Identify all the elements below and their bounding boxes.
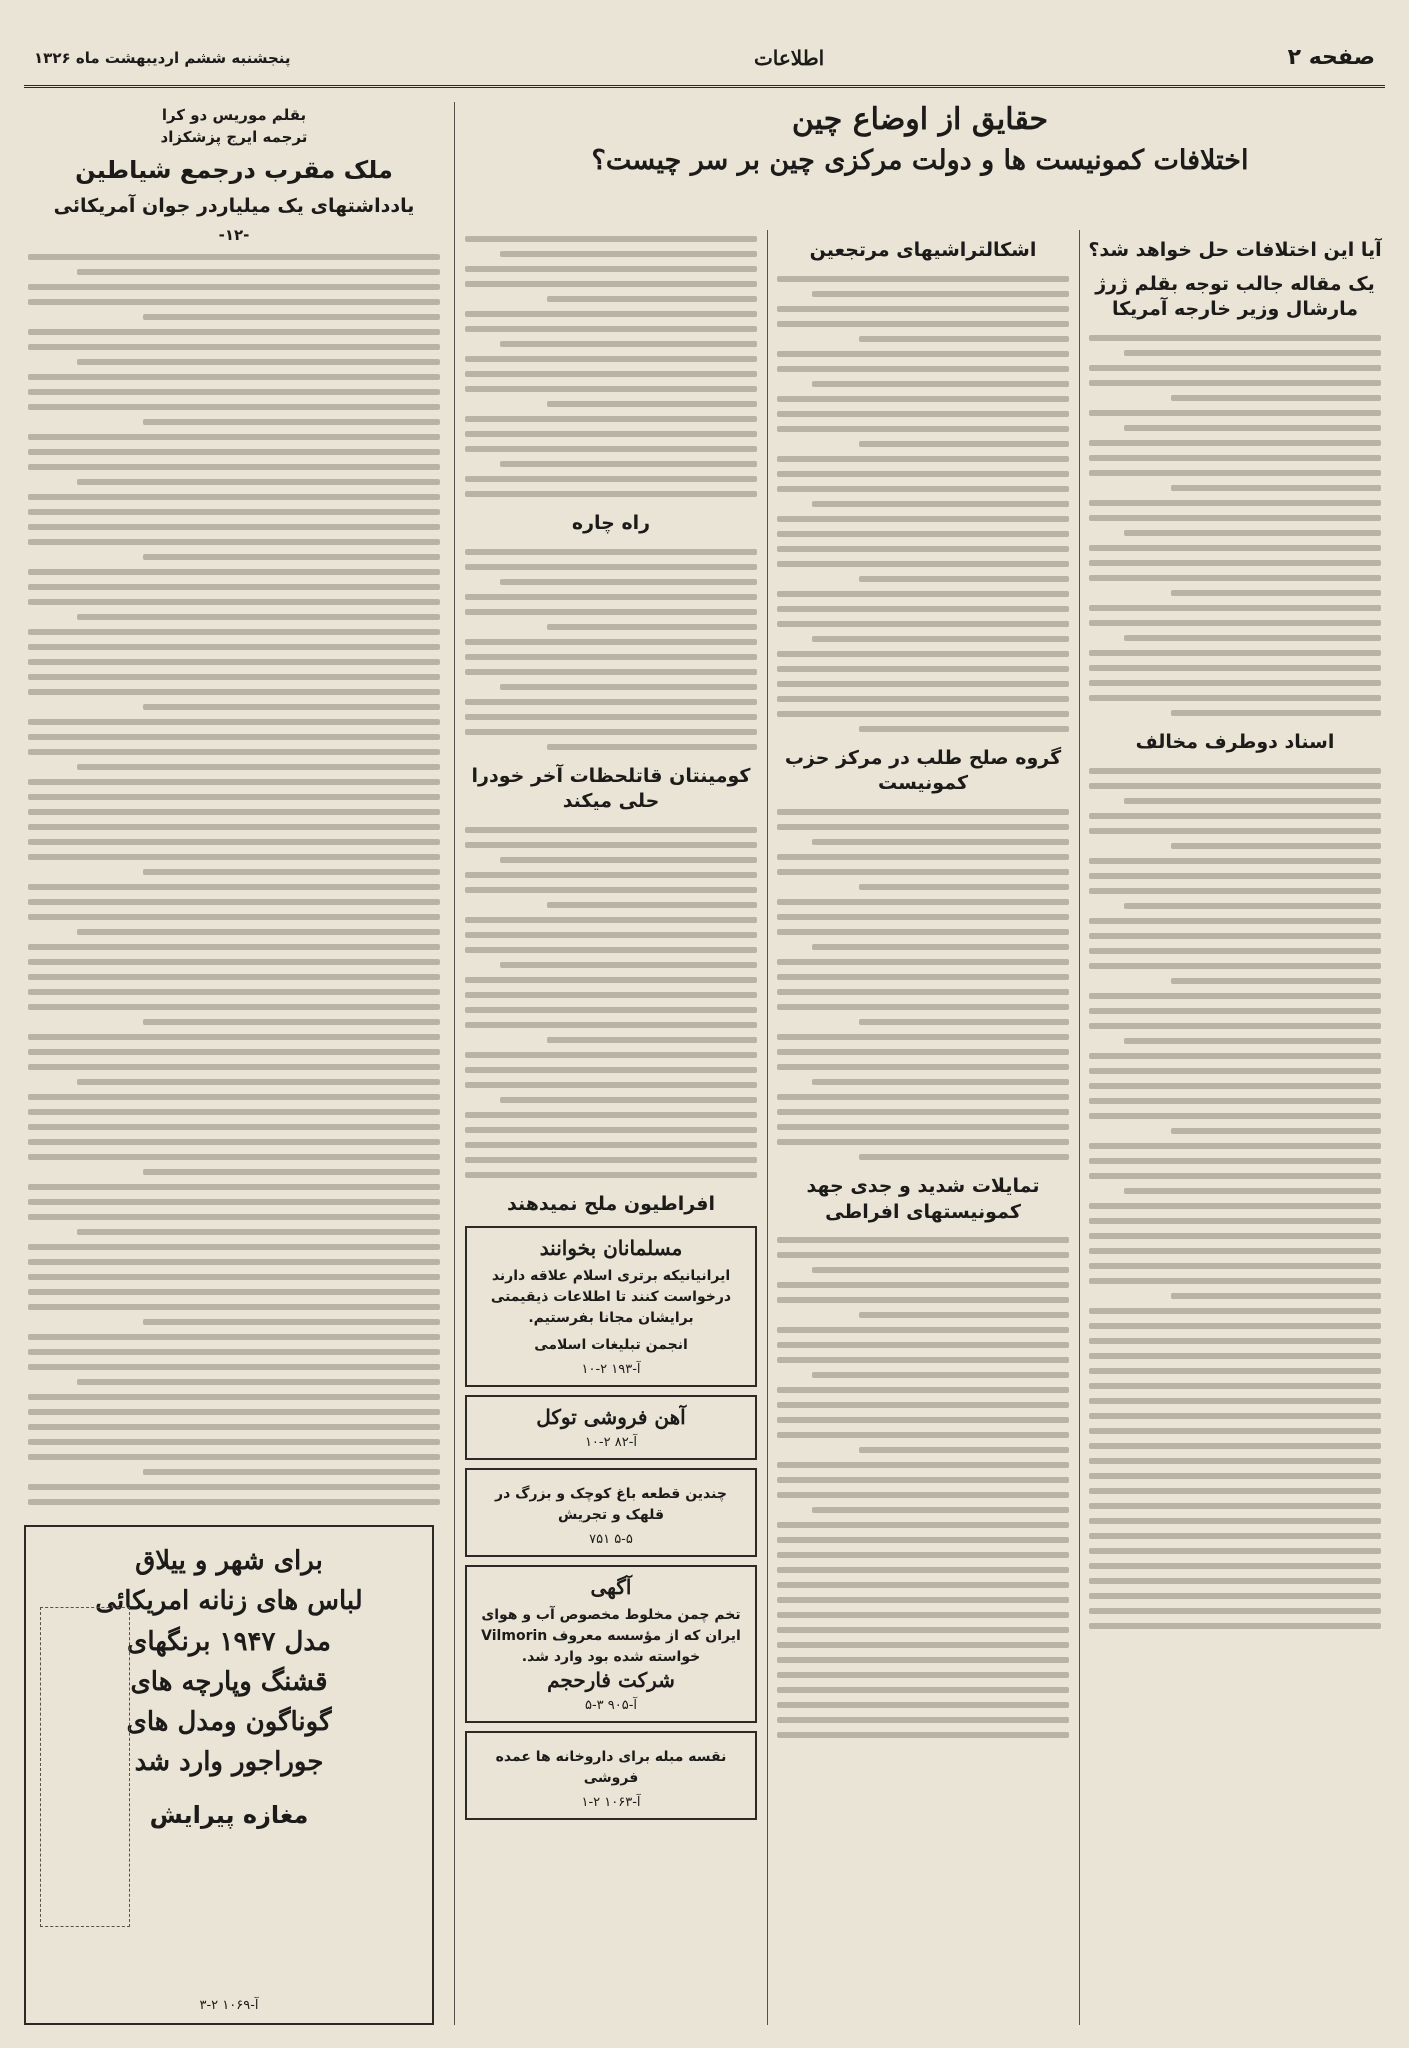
- body-text: [773, 270, 1073, 738]
- section-6-head: افراطیون ملح نمیدهند: [506, 1192, 716, 1215]
- notice-iron-code: آ-۸۲ ۲-۱۰: [584, 1434, 638, 1450]
- ad-line-2: لباس های زنانه امریکائی: [95, 1586, 363, 1617]
- notice-muslims: [465, 1226, 757, 1387]
- page-label: صفحه ۲: [1287, 45, 1375, 70]
- body-text: [1085, 762, 1385, 1635]
- section-4-head: تمایلات شدید و جدی جهد کمونیستهای افراطی: [806, 1174, 1040, 1223]
- newspaper-page: [24, 30, 1385, 2025]
- notice-iron: [465, 1395, 757, 1460]
- ad-line-6: جوراجور وارد شد: [134, 1747, 324, 1778]
- ad-line-5: گوناگون ومدل های: [126, 1707, 332, 1738]
- section-5-head: راه چاره: [571, 512, 651, 534]
- column-1: [1085, 230, 1385, 2025]
- notice-seed: [465, 1565, 757, 1723]
- column-3: [461, 230, 761, 2025]
- body-text: [461, 543, 761, 756]
- ad-line-4: قشنگ وپارچه های: [130, 1666, 328, 1697]
- body-text: [24, 248, 444, 1511]
- intro-head: یک مقاله جالب توجه بقلم ژرژ مارشال وزیر خارجه آمریکا: [1095, 272, 1375, 321]
- body-text: [773, 803, 1073, 1166]
- notice-garden: [465, 1468, 757, 1557]
- masthead: [24, 30, 1385, 88]
- main-title: اختلافات کمونیست ها و دولت مرکزی چین بر سر چیست؟: [591, 145, 1249, 176]
- notice-muslims-code: آ-۱۹۳ ۲-۱۰: [581, 1361, 641, 1377]
- section-7-head: کومینتان قاتلحظات آخر خودرا حلی میکند: [471, 764, 751, 813]
- section-3-head: گروه صلح طلب در مرکز حزب کمونیست: [784, 746, 1062, 795]
- notice-muslims-text: ایرانیانیکه برتری اسلام علاقه دارند درخواست کنند تا اطلاعات ذیقیمتی برایشان مجانا بفرستیم.: [490, 1267, 732, 1326]
- left-title: ملک مقرب درجمع شیاطین: [75, 156, 393, 184]
- body-text: [1085, 329, 1385, 722]
- main-kicker: حقایق از اوضاع چین: [791, 102, 1049, 137]
- notice-pharmacy-code: آ-۱۰۶۳ ۲-۱: [581, 1794, 641, 1810]
- body-text: [773, 1231, 1073, 1744]
- question-head: آیا این اختلافات حل خواهد شد؟: [1088, 239, 1382, 261]
- ad-clothing: [24, 1525, 434, 2025]
- notice-garden-head: چندین قطعه باغ کوچک و بزرگ در قلهک و تجریش: [495, 1485, 727, 1523]
- ad-line-1: برای شهر و ییلاق: [135, 1546, 323, 1576]
- body-text: [461, 821, 761, 1184]
- left-subtitle: یادداشتهای یک میلیاردر جوان آمریکائی: [53, 195, 415, 218]
- section-2-head: اسناد دوطرف مخالف: [1135, 730, 1335, 753]
- notice-muslims-sign: انجمن تبلیغات اسلامی: [534, 1336, 688, 1353]
- ad-line-3: مدل ۱۹۴۷ برنگهای: [127, 1626, 331, 1657]
- ad-code: آ-۱۰۶۹ ۲-۳: [199, 1998, 259, 2013]
- section-1-head: اشکالتراشیهای مرتجعین: [809, 239, 1037, 261]
- notice-garden-code: ۷۵۱ ۵-۵: [589, 1531, 633, 1547]
- fashion-figure-icon: [40, 1607, 130, 1927]
- body-text: [461, 230, 761, 503]
- notice-seed-text: تخم چمن مخلوط مخصوص آب و هوای ایران که از مؤسسه معروف Vilmorin خواسته شده بود وارد شد.: [481, 1606, 741, 1665]
- byline-translator: ترجمه ایرج پزشکزاد: [160, 128, 308, 146]
- notice-seed-sign: شرکت فارحجم: [547, 1667, 675, 1692]
- byline-author: بقلم موریس دو کرا: [161, 106, 307, 124]
- notice-pharmacy-head: نقسه مبله برای داروخانه ها عمده فروشی: [495, 1748, 727, 1786]
- notice-seed-code: آ-۹۰۵ ۳-۵: [584, 1697, 638, 1713]
- column-2: [773, 230, 1073, 2025]
- paper-name: اطلاعات: [753, 45, 825, 70]
- notice-seed-head: آگهی: [590, 1574, 632, 1599]
- notice-pharmacy: [465, 1731, 757, 1820]
- ad-shop-name: مغازه پیرایش: [149, 1800, 309, 1829]
- installment-number: -۱۲-: [218, 226, 250, 245]
- notice-muslims-head: مسلمانان بخوانند: [539, 1235, 683, 1260]
- issue-date: پنجشنبه ششم اردیبهشت ماه ۱۳۲۶: [34, 48, 291, 67]
- notice-iron-head: آهن فروشی توکل: [536, 1404, 686, 1429]
- main-article-head: [455, 102, 1385, 176]
